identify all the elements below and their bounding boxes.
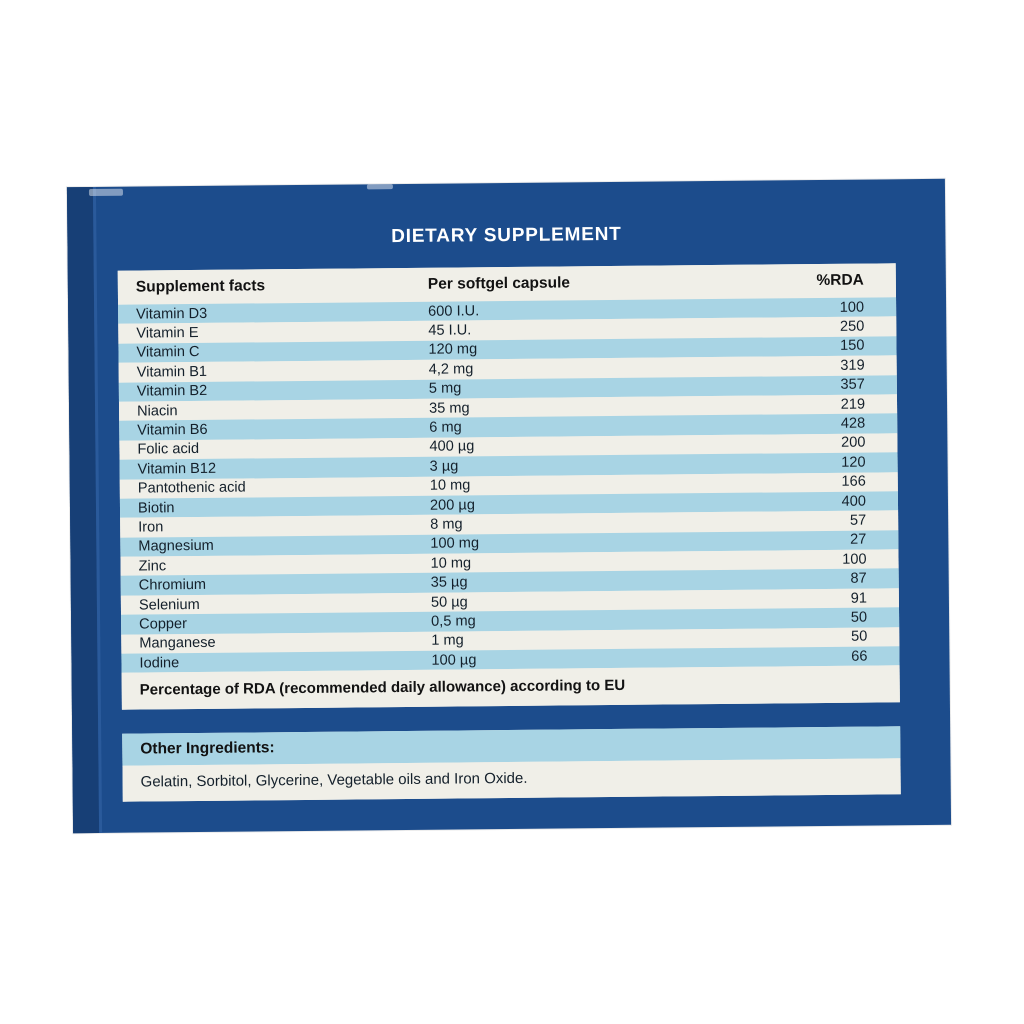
nutrient-name: Vitamin B2 bbox=[136, 383, 208, 400]
nutrient-name: Vitamin B6 bbox=[137, 421, 208, 439]
nutrient-name: Manganese bbox=[139, 635, 216, 652]
supplement-facts-panel bbox=[118, 263, 900, 710]
nutrient-name: Vitamin E bbox=[136, 325, 199, 342]
nutrient-amount: 6 mg bbox=[429, 419, 462, 436]
nutrient-rda: 66 bbox=[851, 648, 868, 665]
nutrient-rda: 100 bbox=[842, 551, 867, 568]
nutrient-amount: 50 µg bbox=[430, 593, 468, 611]
scuff-mark-center bbox=[367, 184, 393, 189]
nutrient-name: Copper bbox=[139, 616, 188, 633]
header-per-softgel-capsule: Per softgel capsule bbox=[427, 274, 571, 293]
supplement-box-back-panel bbox=[67, 179, 951, 833]
page-title: DIETARY SUPPLEMENT bbox=[391, 223, 622, 248]
nutrient-amount: 1 mg bbox=[431, 632, 464, 650]
nutrient-name: Magnesium bbox=[138, 538, 214, 555]
nutrient-name: Vitamin D3 bbox=[136, 305, 208, 323]
header-rda: %RDA bbox=[816, 271, 864, 290]
nutrient-amount: 200 µg bbox=[429, 496, 476, 514]
nutrient-rda: 200 bbox=[840, 434, 866, 452]
other-ingredients-text: Gelatin, Sorbitol, Glycerine, Vegetable oils and Iron Oxide. bbox=[122, 758, 900, 801]
supplement-facts-rows bbox=[118, 297, 900, 673]
rda-footnote: Percentage of RDA (recommended daily allowance) according to EU bbox=[122, 666, 900, 710]
nutrient-amount: 4,2 mg bbox=[428, 361, 474, 378]
nutrient-amount: 35 µg bbox=[430, 574, 468, 591]
nutrient-rda: 150 bbox=[840, 338, 865, 355]
nutrient-amount: 5 mg bbox=[428, 380, 462, 398]
nutrient-name: Iron bbox=[138, 519, 164, 536]
nutrient-name: Folic acid bbox=[137, 441, 200, 458]
nutrient-name: Iodine bbox=[139, 654, 180, 672]
nutrient-name: Pantothenic acid bbox=[137, 479, 246, 497]
nutrient-amount: 0,5 mg bbox=[431, 613, 476, 630]
nutrient-rda: 50 bbox=[850, 628, 868, 646]
nutrient-name: Zinc bbox=[138, 558, 167, 575]
nutrient-amount: 120 mg bbox=[428, 341, 478, 359]
other-ingredients-panel bbox=[122, 726, 901, 801]
nutrient-rda: 50 bbox=[850, 609, 868, 626]
nutrient-rda: 57 bbox=[849, 512, 867, 529]
scuff-mark-left bbox=[89, 189, 123, 196]
nutrient-name: Biotin bbox=[137, 499, 175, 517]
nutrient-amount: 400 µg bbox=[429, 438, 475, 456]
nutrient-amount: 45 I.U. bbox=[428, 322, 472, 339]
nutrient-rda: 219 bbox=[840, 396, 866, 413]
nutrient-amount: 3 µg bbox=[429, 458, 459, 475]
nutrient-rda: 120 bbox=[841, 454, 866, 471]
nutrient-rda: 357 bbox=[840, 376, 865, 394]
nutrient-name: Niacin bbox=[136, 402, 178, 420]
header-supplement-facts: Supplement facts bbox=[135, 277, 266, 296]
nutrient-rda: 250 bbox=[839, 318, 865, 335]
nutrient-amount: 10 mg bbox=[430, 555, 472, 572]
nutrient-rda: 428 bbox=[840, 415, 866, 432]
nutrient-name: Vitamin C bbox=[136, 344, 200, 362]
nutrient-rda: 100 bbox=[839, 299, 865, 316]
nutrient-name: Selenium bbox=[138, 596, 200, 614]
nutrient-rda: 400 bbox=[841, 493, 867, 510]
nutrient-rda: 27 bbox=[850, 531, 867, 549]
nutrient-rda: 319 bbox=[840, 357, 865, 374]
nutrient-amount: 100 µg bbox=[431, 652, 477, 669]
nutrient-amount: 35 mg bbox=[428, 400, 470, 417]
nutrient-rda: 91 bbox=[850, 590, 867, 607]
nutrient-name: Vitamin B12 bbox=[137, 460, 217, 478]
nutrient-amount: 600 I.U. bbox=[428, 302, 480, 320]
other-ingredients-heading: Other Ingredients: bbox=[122, 726, 900, 765]
nutrient-amount: 10 mg bbox=[429, 477, 471, 494]
nutrient-name: Vitamin B1 bbox=[136, 363, 208, 381]
nutrient-rda: 87 bbox=[850, 570, 867, 587]
nutrient-name: Chromium bbox=[138, 577, 207, 594]
nutrient-amount: 100 mg bbox=[430, 535, 480, 553]
nutrient-rda: 166 bbox=[841, 473, 866, 491]
nutrient-amount: 8 mg bbox=[430, 516, 463, 533]
